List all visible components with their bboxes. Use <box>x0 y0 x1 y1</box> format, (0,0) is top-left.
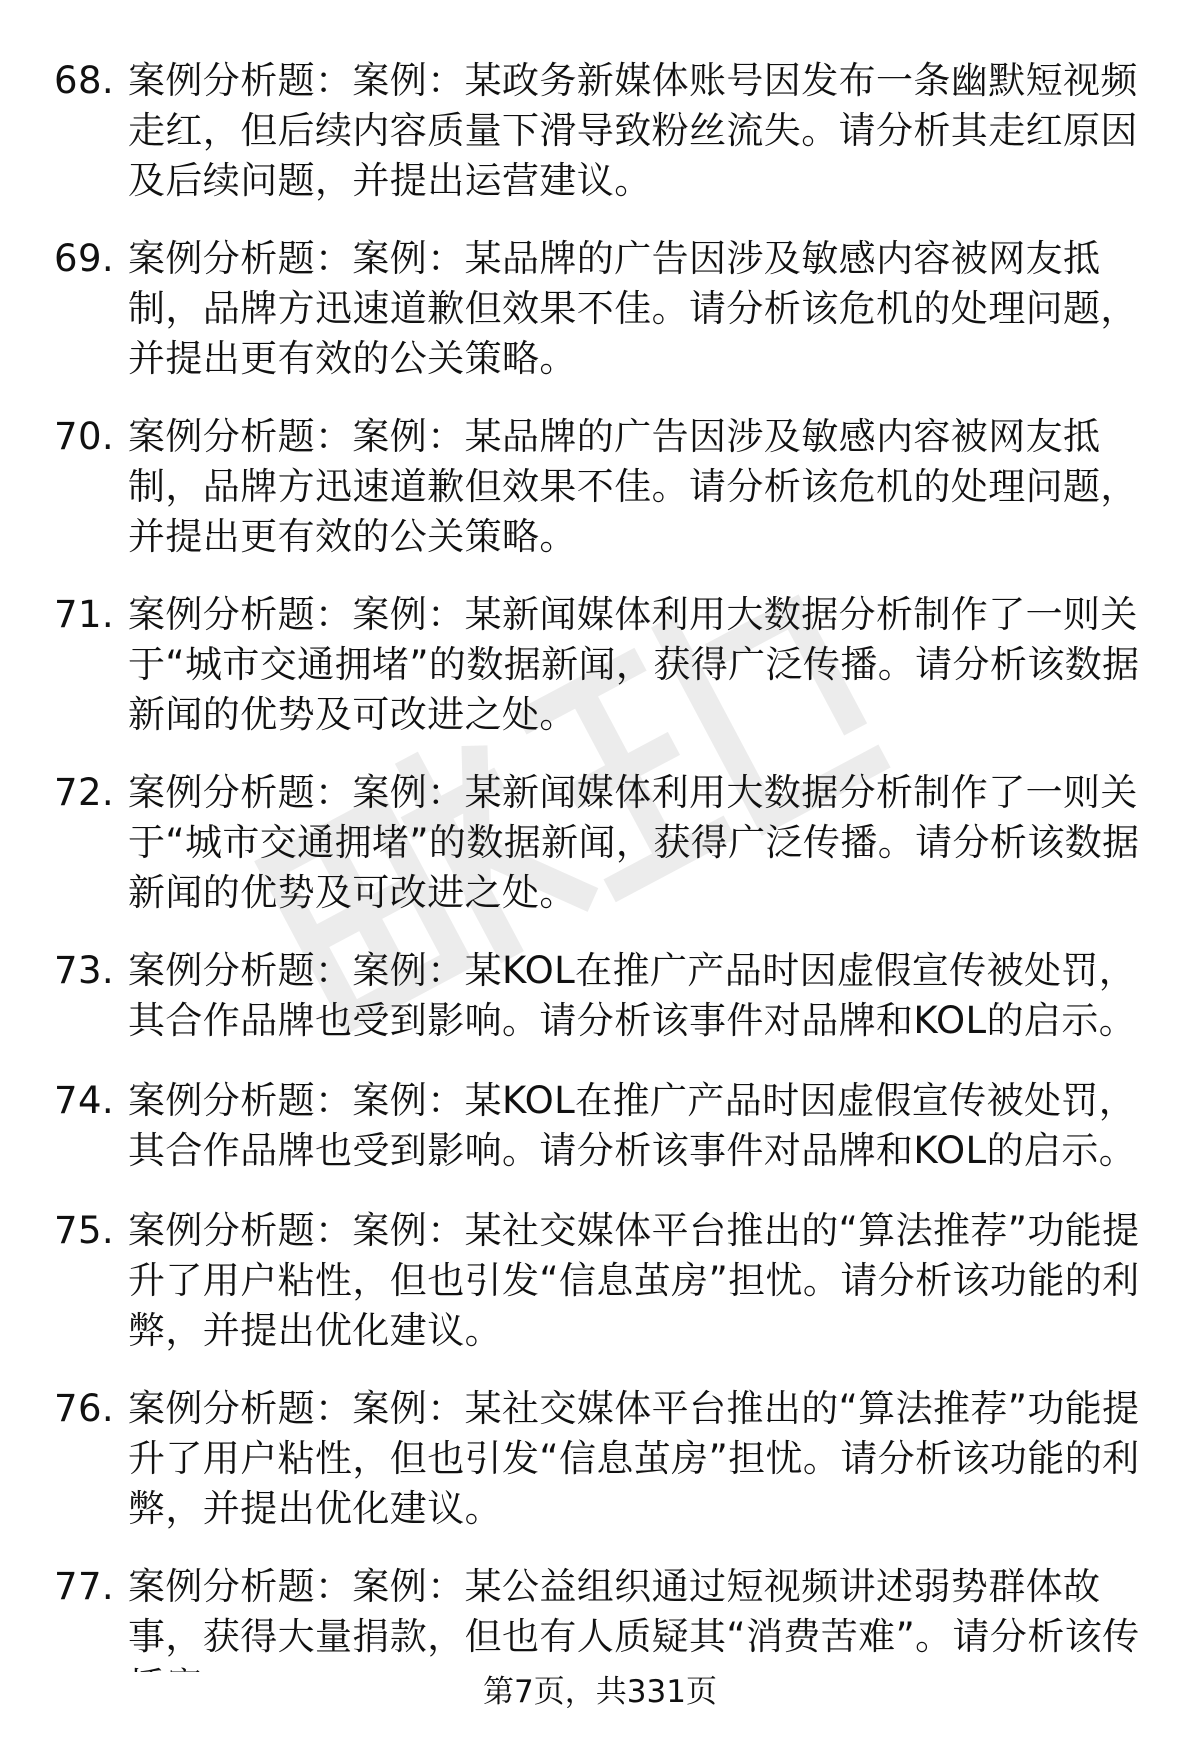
question-text: 案例分析题：案例：某新闻媒体利用大数据分析制作了一则关于“城市交通拥堵”的数据新闻，获得广泛传播。请分析该数据新闻的优势及可改进之处。 <box>128 593 1140 736</box>
question-number: 68. <box>54 59 115 102</box>
question-item <box>54 412 1144 562</box>
question-number: 69. <box>54 237 115 280</box>
question-item <box>54 946 1144 1046</box>
question-item <box>54 1384 1144 1534</box>
question-text: 案例分析题：案例：某社交媒体平台推出的“算法推荐”功能提升了用户粘性，但也引发“信息茧房”担忧。请分析该功能的利弊，并提出优化建议。 <box>128 1387 1140 1530</box>
question-item <box>54 590 1144 740</box>
question-number: 77. <box>54 1565 115 1608</box>
question-item <box>54 768 1144 918</box>
question-item <box>54 1076 1144 1176</box>
question-text: 案例分析题：案例：某品牌的广告因涉及敏感内容被网友抵制，品牌方迅速道歉但效果不佳。请分析该危机的处理问题，并提出更有效的公关策略。 <box>128 237 1138 380</box>
question-number: 74. <box>54 1079 115 1122</box>
question-text: 案例分析题：案例：某社交媒体平台推出的“算法推荐”功能提升了用户粘性，但也引发“信息茧房”担忧。请分析该功能的利弊，并提出优化建议。 <box>128 1209 1140 1352</box>
question-text: 案例分析题：案例：某品牌的广告因涉及敏感内容被网友抵制，品牌方迅速道歉但效果不佳。请分析该危机的处理问题，并提出更有效的公关策略。 <box>128 415 1138 558</box>
question-number: 72. <box>54 771 115 814</box>
question-number: 70. <box>54 415 115 458</box>
question-text: 案例分析题：案例：某新闻媒体利用大数据分析制作了一则关于“城市交通拥堵”的数据新闻，获得广泛传播。请分析该数据新闻的优势及可改进之处。 <box>128 771 1140 914</box>
question-text: 案例分析题：案例：某KOL在推广产品时因虚假宣传被处罚，其合作品牌也受到影响。请分析该事件对品牌和KOL的启示。 <box>128 949 1137 1042</box>
question-item <box>54 56 1144 206</box>
question-number: 75. <box>54 1209 115 1252</box>
question-number: 71. <box>54 593 115 636</box>
question-text: 案例分析题：案例：某公益组织通过短视频讲述弱势群体故事，获得大量捐款，但也有人质疑其“消费苦难”。请分析该传 <box>128 1565 1140 1658</box>
question-item <box>54 1206 1144 1356</box>
question-text: 案例分析题：案例：某政务新媒体账号因发布一条幽默短视频走红，但后续内容质量下滑导致粉丝流失。请分析其走红原因及后续问题，并提出运营建议。 <box>128 59 1138 202</box>
question-number: 76. <box>54 1387 115 1430</box>
page-number-footer: 第7页，共331页 <box>0 1672 1200 1712</box>
question-item <box>54 234 1144 384</box>
question-text: 案例分析题：案例：某KOL在推广产品时因虚假宣传被处罚，其合作品牌也受到影响。请分析该事件对品牌和KOL的启示。 <box>128 1079 1137 1172</box>
question-number: 73. <box>54 949 115 992</box>
